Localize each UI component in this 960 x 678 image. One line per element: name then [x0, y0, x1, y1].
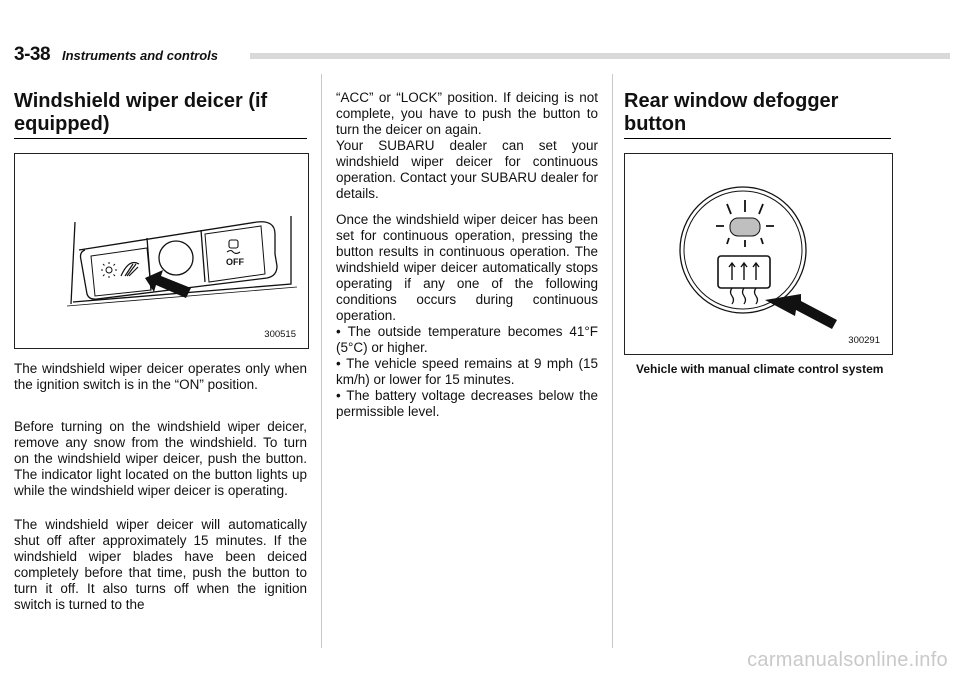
defogger-button-illustration	[625, 154, 892, 354]
figure-code: 300291	[848, 335, 880, 346]
figure-code: 300515	[264, 329, 296, 340]
off-label: OFF	[226, 257, 244, 267]
paragraph: Your SUBARU dealer can set your windshield wiper deicer for continuous operation. Contact your SUBARU dealer for details.	[336, 138, 598, 201]
header-bar	[250, 53, 950, 59]
section-title: Instruments and controls	[62, 48, 219, 63]
bullet-item: • The vehicle speed remains at 9 mph (15 km/h) or lower for 15 minutes.	[336, 356, 598, 388]
indicator-light-icon	[716, 200, 774, 247]
windshield-wiper-icon	[121, 263, 139, 277]
paragraph: The windshield wiper deicer operates only when the ignition switch is in the “ON” position.	[14, 361, 307, 392]
bullet-item: • The outside temperature becomes 41°F (5°C) or higher.	[336, 324, 598, 356]
bullet-item: • The battery voltage decreases below the permissible level.	[336, 388, 598, 420]
deicer-figure	[14, 153, 309, 349]
paragraph: Before turning on the windshield wiper deicer, remove any snow from the windshield. To turn on the windshield wiper deicer, push the button. The indicator light located on the button lights up while the windshield wiper deicer is operating.	[14, 419, 307, 498]
press-arrow-icon	[765, 294, 837, 329]
page-header	[14, 44, 950, 66]
deicer-heading: Windshield wiper deicer (if equipped)	[14, 90, 307, 139]
column-divider-left	[321, 74, 322, 648]
paragraph: Once the windshield wiper deicer has been set for continuous operation, pressing the button results in continuous operation. The windshield wiper deicer automatically stops operating if any one of the following conditions occurs during continuous operation.	[336, 212, 598, 323]
rear-defogger-icon	[718, 256, 770, 304]
deicer-switch-illustration	[15, 154, 308, 348]
watermark: carmanualsonline.info	[747, 649, 948, 671]
defogger-figure	[624, 153, 893, 355]
sun-icon	[101, 262, 117, 278]
traction-control-icon	[227, 240, 240, 254]
column-divider-right	[612, 74, 613, 648]
defogger-heading: Rear window defogger button	[624, 90, 891, 139]
page-number: 3-38	[14, 44, 51, 65]
figure-caption: Vehicle with manual climate control system	[636, 362, 884, 376]
paragraph: The windshield wiper deicer will automatically shut off after approximately 15 minutes. If the windshield wiper blades have been deiced completely before that time, push the button to turn it off. It also turns off when the ignition switch is turned to the	[14, 517, 307, 612]
paragraph: “ACC” or “LOCK” position. If deicing is not complete, you have to push the button to turn the deicer on again.	[336, 90, 598, 137]
